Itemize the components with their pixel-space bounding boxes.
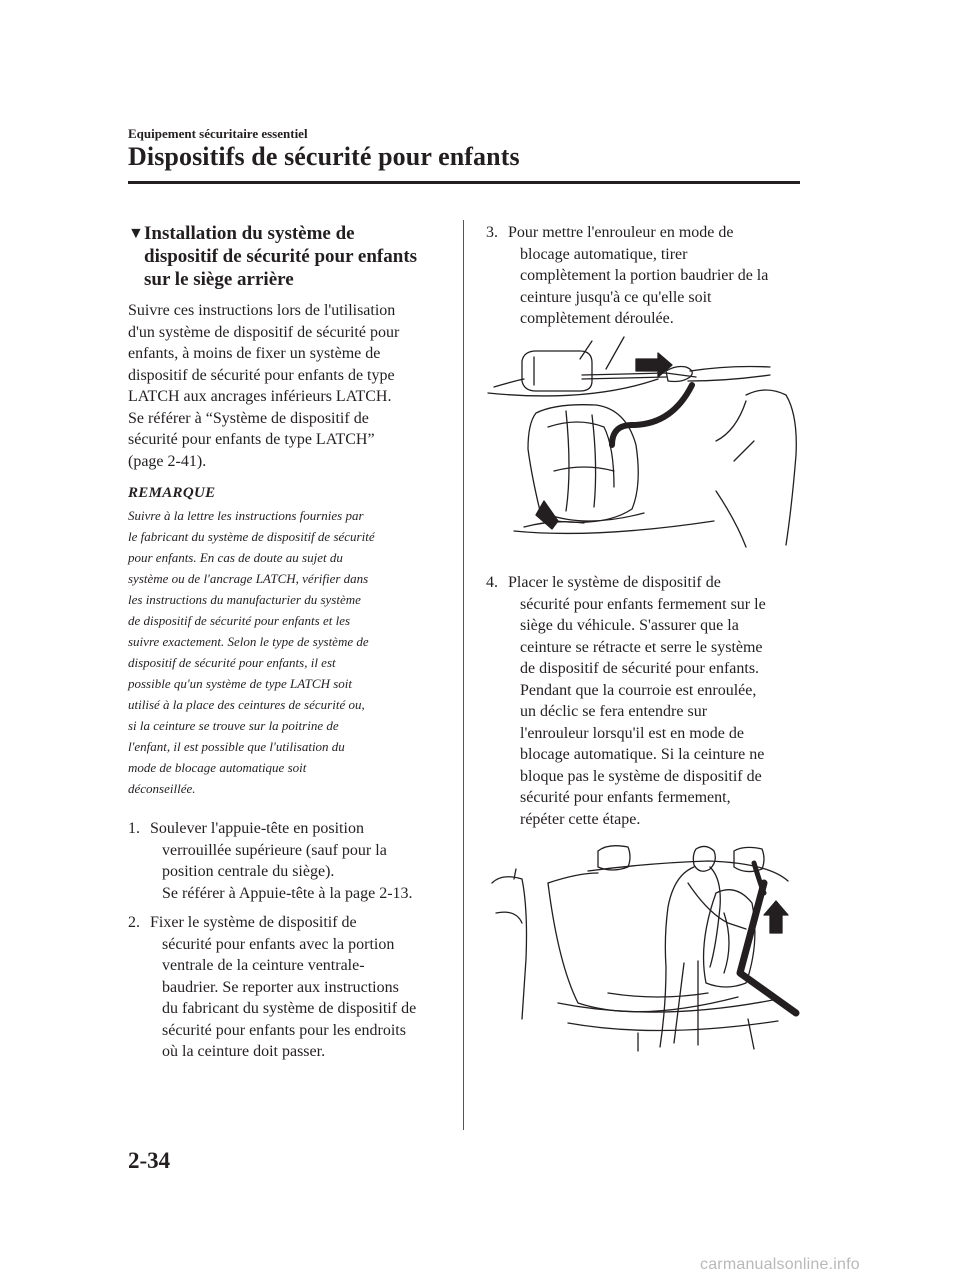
note-line: Suivre à la lettre les instructions fournies par [128, 508, 364, 523]
step-number: 4. [486, 574, 498, 591]
note-line: l'enfant, il est possible que l'utilisation du [128, 739, 345, 754]
text-line: Se référer à “Système de dispositif de [128, 409, 369, 427]
step-line: ceinture jusqu'à ce qu'elle soit [520, 288, 712, 306]
step-line: un déclic se fera entendre sur [520, 703, 708, 720]
steps-list [128, 818, 448, 1063]
step-line: sécurité pour enfants avec la portion [162, 935, 395, 953]
step-line: verrouillée supérieure (sauf pour la [162, 841, 387, 859]
step-line: baudrier. Se reporter aux instructions [162, 978, 399, 996]
step-4-block [486, 572, 804, 830]
step-line: sécurité pour enfants pour les endroits [162, 1021, 406, 1039]
note-line: dispositif de sécurité pour enfants, il est [128, 655, 336, 670]
step-line: ceinture se rétracte et serre le système [520, 638, 763, 656]
step-line: l'enrouleur lorsqu'il est en mode de [520, 724, 744, 742]
step-line: du fabricant du système de dispositif de [162, 1000, 417, 1017]
text-line: (page 2-41). [128, 452, 207, 470]
step-item [128, 912, 448, 1063]
step-item [486, 572, 804, 830]
step-number: 1. [128, 820, 140, 837]
step-line: Placer le système de dispositif de [508, 574, 721, 591]
step-line: Se référer à Appuie-tête à la page 2-13. [162, 884, 413, 902]
note-line: déconseillée. [128, 781, 196, 796]
right-column [486, 222, 804, 330]
left-column [128, 222, 448, 1063]
note-line: mode de blocage automatique soit [128, 760, 307, 775]
note-line: suivre exactement. Selon le type de système de [128, 634, 369, 649]
press-seat-illustration [488, 843, 802, 1053]
step-line: où la ceinture doit passer. [162, 1043, 326, 1060]
heading-line: dispositif de sécurité pour enfants [144, 246, 418, 267]
step-line: Soulever l'appuie-tête en position [150, 820, 364, 837]
step-line: blocage automatique, tirer [520, 245, 688, 263]
page-number: 2-34 [128, 1148, 171, 1173]
step-line: ventrale de la ceinture ventrale- [162, 957, 365, 974]
step-item [486, 222, 804, 330]
step-number: 3. [486, 224, 498, 241]
text-line: enfants, à moins de fixer un système de [128, 345, 381, 362]
heading-line: Installation du système de [144, 223, 355, 244]
step-item [128, 818, 448, 904]
note-line: si la ceinture se trouve sur la poitrine de [128, 718, 339, 733]
text-line: dispositif de sécurité pour enfants de type [128, 366, 395, 384]
intro-paragraph [128, 300, 448, 472]
note-line: système ou de l'ancrage LATCH, vérifier dans [128, 571, 369, 586]
note-line: utilisé à la place des ceintures de sécurité ou, [128, 697, 365, 712]
column-divider [463, 220, 464, 1130]
note-line: possible qu'un système de type LATCH soit [128, 676, 353, 691]
step-line: sécurité pour enfants fermement, [520, 789, 731, 806]
subsection-heading [128, 222, 448, 291]
watermark: carmanualsonline.info [700, 1256, 860, 1273]
page-title: Dispositifs de sécurité pour enfants [128, 142, 520, 171]
header-divider [128, 181, 800, 184]
triangle-bullet-icon: ▼ [128, 225, 144, 242]
heading-line: sur le siège arrière [144, 269, 294, 290]
step-line: position centrale du siège). [162, 863, 335, 880]
step-line: complètement déroulée. [520, 310, 674, 327]
note-line: pour enfants. En cas de doute au sujet du [128, 550, 343, 565]
step-line: de dispositif de sécurité pour enfants. [520, 660, 760, 677]
step-line: complètement la portion baudrier de la [520, 267, 769, 284]
text-line: LATCH aux ancrages inférieurs LATCH. [128, 388, 392, 405]
step-line: bloque pas le système de dispositif de [520, 767, 762, 785]
text-line: Suivre ces instructions lors de l'utilisation [128, 302, 396, 319]
note-line: de dispositif de sécurité pour enfants et les [128, 613, 351, 628]
section-label: Equipement sécuritaire essentiel [128, 126, 308, 141]
step-line: Pendant que la courroie est enroulée, [520, 681, 757, 699]
step-line: blocage automatique. Si la ceinture ne [520, 746, 765, 763]
text-line: d'un système de dispositif de sécurité pour [128, 323, 400, 341]
note-line: le fabricant du système de dispositif de sécurité [128, 529, 375, 544]
step-line: sécurité pour enfants fermement sur le [520, 595, 766, 613]
step-line: siège du véhicule. S'assurer que la [520, 617, 739, 634]
note-line: les instructions du manufacturier du système [128, 592, 361, 607]
note-paragraph [128, 505, 448, 799]
text-line: sécurité pour enfants de type LATCH” [128, 431, 375, 448]
step-line: Fixer le système de dispositif de [150, 914, 357, 931]
step-line: Pour mettre l'enrouleur en mode de [508, 224, 734, 241]
step-line: répéter cette étape. [520, 810, 641, 828]
note-label: REMARQUE [128, 485, 216, 501]
step-number: 2. [128, 914, 140, 931]
belt-pull-illustration [484, 331, 802, 549]
